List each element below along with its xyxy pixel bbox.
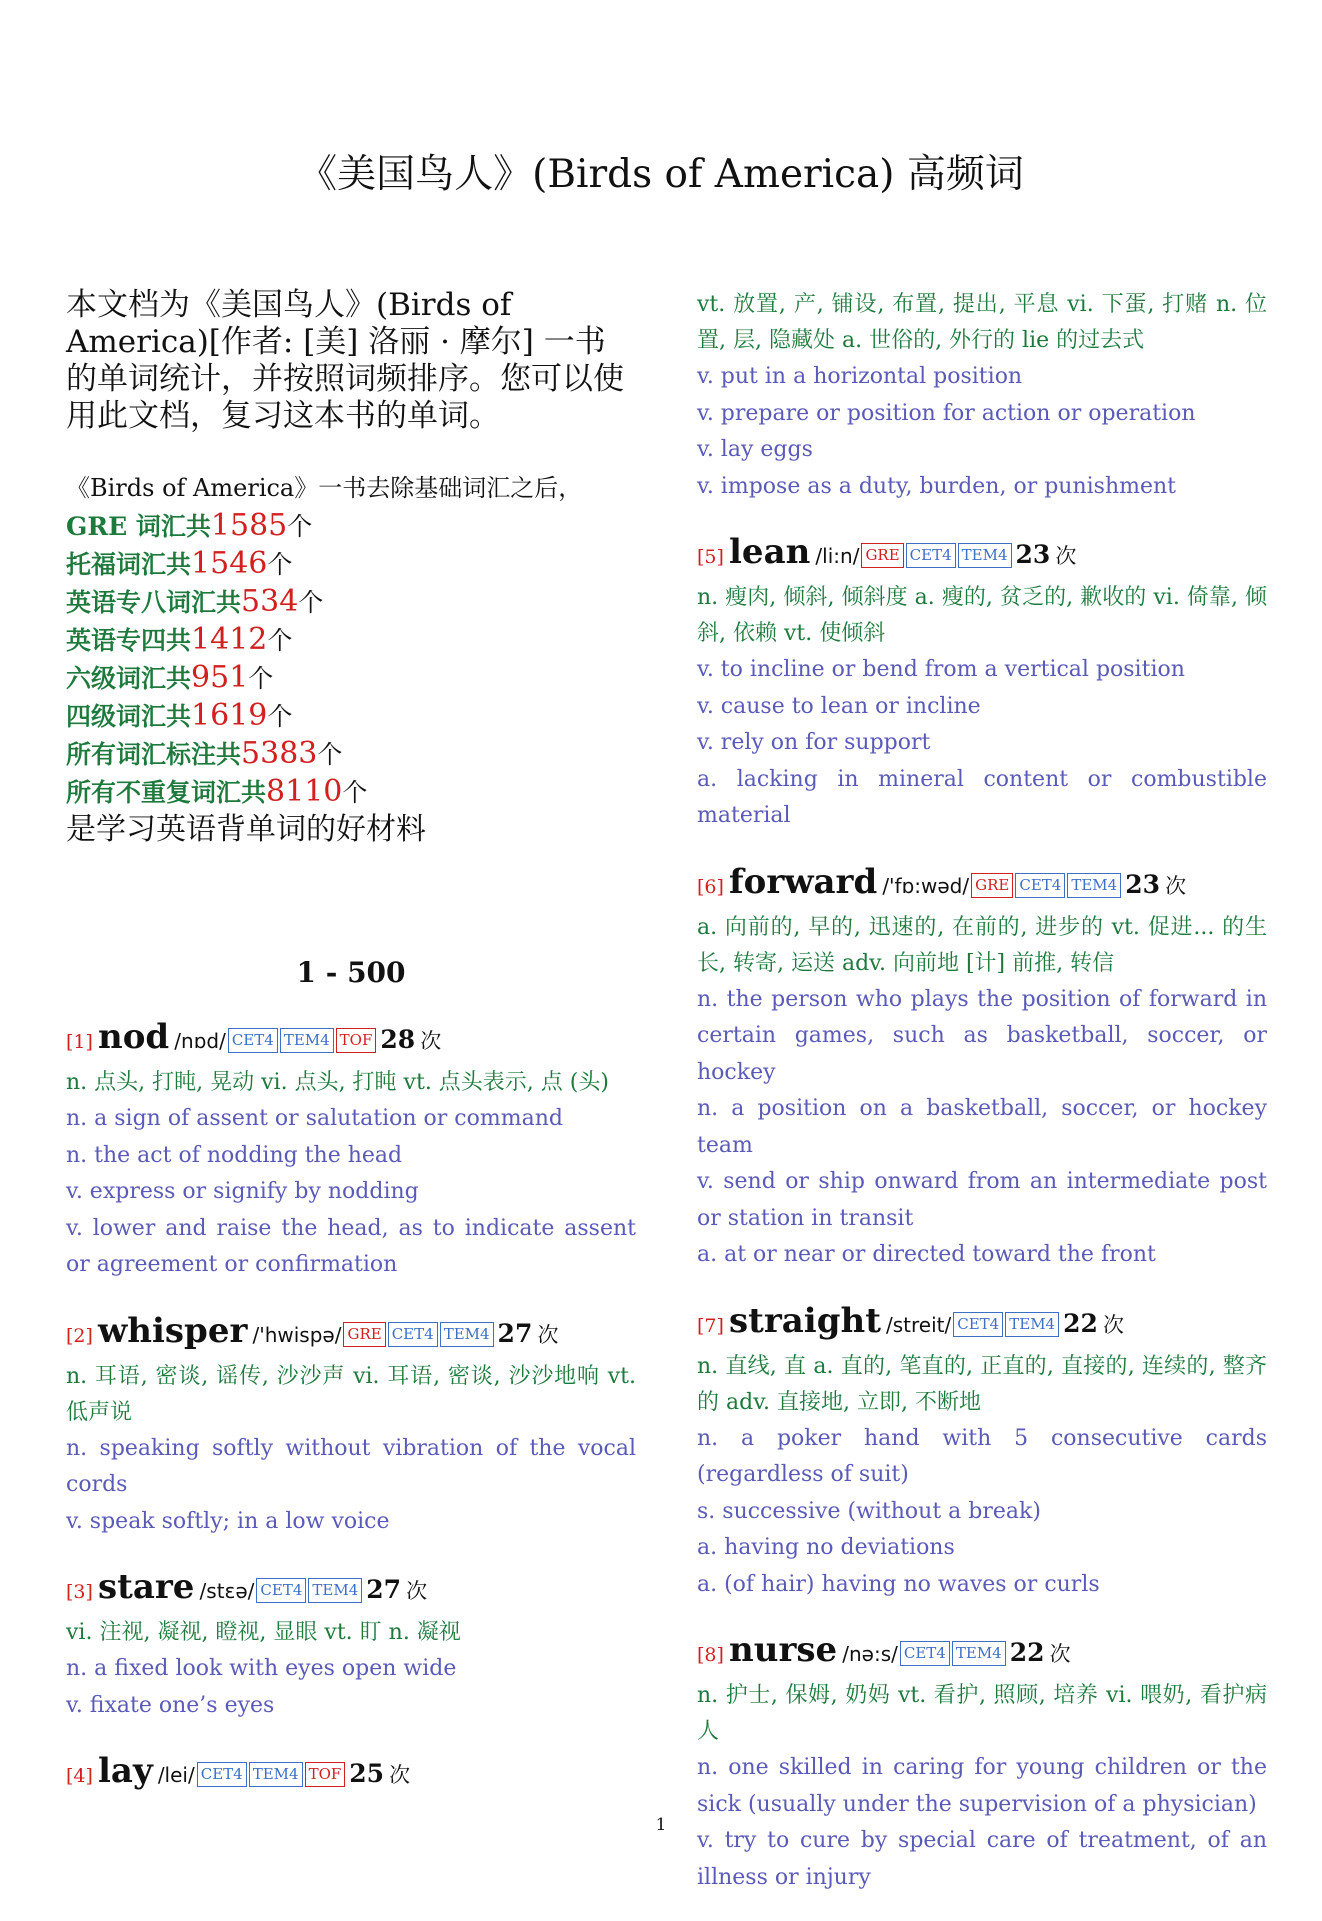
frequency-count: 22 — [1063, 1308, 1098, 1338]
word-entry — [66, 1309, 636, 1541]
word-entry — [697, 530, 1267, 835]
right-column — [697, 287, 1267, 1921]
frequency-count: 28 — [380, 1025, 416, 1054]
frequency-unit: 次 — [1165, 873, 1187, 898]
exam-tag-tof: TOF — [336, 1028, 377, 1053]
english-definition: n. a fixed look with eyes open wide — [66, 1656, 457, 1681]
exam-tag-cet4: CET4 — [953, 1312, 1003, 1337]
frequency-count: 23 — [1015, 540, 1051, 569]
page-number: 1 — [655, 1815, 667, 1835]
entry-index: [2] — [66, 1324, 93, 1347]
chinese-definition: n. 护士, 保姆, 奶妈 vt. 看护, 照顾, 培养 vi. 喂奶, 看护病人 — [697, 1683, 1267, 1744]
stats-row — [66, 507, 636, 545]
word-entry — [66, 1565, 636, 1724]
stats-lead: 《Birds of America》一书去除基础词汇之后， — [66, 474, 583, 502]
exam-tag-cet4: CET4 — [900, 1641, 950, 1666]
stats-row — [66, 659, 636, 697]
exam-tag-tem4: TEM4 — [1005, 1312, 1059, 1337]
exam-tag-cet4: CET4 — [906, 543, 956, 568]
stats-label: GRE 词汇共 — [66, 512, 211, 541]
english-definition: n. a poker hand with 5 consecutive cards (regardless of suit) — [697, 1425, 1267, 1487]
english-definition: v. lower and raise the head, as to indicate assent or agreement or confirmation — [66, 1215, 636, 1277]
english-definition: a. at or near or directed toward the front — [697, 1242, 1156, 1267]
exam-tag-gre: GRE — [343, 1322, 385, 1347]
stats-unit: 个 — [267, 550, 293, 579]
frequency-unit: 次 — [1049, 1642, 1071, 1666]
english-definition: v. try to cure by special care of treatment, of an illness or injury — [697, 1828, 1267, 1890]
english-definition: v. prepare or position for action or operation — [697, 400, 1196, 426]
phonetic: /'fɒ:wəd/ — [882, 873, 970, 898]
english-definition: a. lacking in mineral content or combustible material — [697, 766, 1267, 828]
word-entry — [697, 860, 1267, 1274]
stats-row — [66, 773, 636, 811]
headword-line — [697, 860, 1267, 910]
headword: whisper — [98, 1310, 248, 1351]
headword-line — [66, 1015, 636, 1065]
english-definition: a. (of hair) having no waves or curls — [697, 1571, 1100, 1597]
exam-tag-tem4: TEM4 — [280, 1028, 334, 1053]
phonetic: /stɛə/ — [199, 1579, 255, 1603]
english-definition: v. send or ship onward from an intermediate post or station in transit — [697, 1169, 1267, 1231]
stats-num: 1619 — [191, 698, 268, 733]
stats-num: 1585 — [210, 508, 288, 543]
frequency-count: 27 — [366, 1575, 402, 1604]
range-heading: 1 - 500 — [296, 956, 406, 989]
english-definition: v. put in a horizontal position — [697, 364, 1023, 389]
frequency-unit: 次 — [1102, 1312, 1124, 1337]
phonetic: /streit/ — [886, 1312, 952, 1337]
chinese-definition: vi. 注视, 凝视, 瞪视, 显眼 vt. 盯 n. 凝视 — [66, 1620, 461, 1645]
exam-tag-tof: TOF — [305, 1762, 346, 1787]
intro-paragraph: 本文档为《美国鸟人》(Birds of America)[作者: [美] 洛丽 · 摩尔] 一书的单词统计，并按照词频排序。您可以使用此文档，复习这本书的单词。 — [66, 287, 624, 434]
phonetic: /lei/ — [157, 1763, 195, 1787]
headword-line — [697, 1628, 1267, 1678]
exam-tag-gre: GRE — [861, 543, 903, 568]
stats-label: 托福词汇共 — [66, 550, 192, 579]
stats-label: 所有不重复词汇共 — [66, 778, 267, 807]
stats-num: 534 — [241, 584, 299, 619]
english-definition: n. one skilled in caring for young children or the sick (usually under the supervision of a physician) — [697, 1755, 1267, 1817]
english-definition: n. the act of nodding the head — [66, 1142, 403, 1168]
english-definition: s. successive (without a break) — [697, 1498, 1041, 1524]
headword: nurse — [729, 1630, 838, 1670]
frequency-count: 23 — [1125, 869, 1160, 899]
stats-closing: 是学习英语背单词的好材料 — [66, 812, 426, 847]
entry-index: [7] — [697, 1314, 724, 1337]
stats-label: 英语专四共 — [66, 626, 192, 655]
exam-tag-tem4: TEM4 — [958, 543, 1012, 568]
chinese-definition: n. 瘦肉, 倾斜, 倾斜度 a. 瘦的, 贫乏的, 歉收的 vi. 倚靠, 倾斜, 依赖 vt. 使倾斜 — [697, 585, 1267, 646]
stats-row — [66, 735, 636, 773]
headword-line — [697, 1299, 1267, 1349]
stats-unit: 个 — [342, 778, 368, 807]
frequency-unit: 次 — [406, 1579, 428, 1603]
headword: straight — [729, 1300, 881, 1341]
stats-row — [66, 545, 636, 583]
stats-unit: 个 — [317, 740, 343, 769]
word-entry — [697, 1628, 1267, 1896]
headword-line — [66, 1309, 636, 1359]
stats-unit: 个 — [298, 588, 324, 617]
chinese-definition: a. 向前的, 早的, 迅速的, 在前的, 进步的 vt. 促进... 的生长, 转寄, 运送 adv. 向前地 [计] 前推, 转信 — [697, 914, 1267, 976]
exam-tag-gre: GRE — [971, 873, 1013, 898]
exam-tag-cet4: CET4 — [1015, 873, 1065, 898]
stats-unit: 个 — [267, 626, 293, 655]
phonetic: /li:n/ — [815, 544, 860, 568]
frequency-count: 22 — [1009, 1638, 1045, 1667]
exam-tag-tem4: TEM4 — [952, 1641, 1006, 1666]
headword: lean — [729, 532, 811, 572]
phonetic: /nə:s/ — [842, 1642, 898, 1666]
word-entry — [66, 1749, 636, 1799]
english-definition: v. express or signify by nodding — [66, 1179, 419, 1204]
english-definition: v. lay eggs — [697, 437, 813, 462]
english-definition: n. the person who plays the position of forward in certain games, such as basketball, soccer, or hockey — [697, 986, 1267, 1085]
headword-line — [66, 1565, 636, 1615]
stats-label: 六级词汇共 — [66, 664, 192, 693]
stats-num: 951 — [191, 660, 249, 695]
stats-num: 1412 — [191, 622, 268, 657]
chinese-definition: vt. 放置, 产, 铺设, 布置, 提出, 平息 vi. 下蛋, 打赌 n. 位置, 层, 隐藏处 a. 世俗的, 外行的 lie 的过去式 — [697, 292, 1267, 353]
entry-index: [4] — [66, 1765, 93, 1787]
exam-tag-cet4: CET4 — [228, 1028, 278, 1053]
english-definition: v. rely on for support — [697, 730, 931, 755]
stats-unit: 个 — [248, 664, 274, 693]
headword: lay — [98, 1751, 153, 1791]
phonetic: /'hwispə/ — [252, 1322, 342, 1347]
exam-tag-tem4: TEM4 — [1067, 873, 1121, 898]
stats-unit: 个 — [287, 512, 313, 541]
stats-label: 所有词汇标注共 — [66, 740, 242, 769]
entry-index: [5] — [697, 546, 724, 568]
frequency-unit: 次 — [389, 1763, 411, 1787]
english-definition: v. impose as a duty, burden, or punishment — [697, 473, 1177, 499]
english-definition: v. to incline or bend from a vertical position — [697, 657, 1185, 682]
stats-unit: 个 — [267, 702, 293, 731]
word-entry — [66, 1015, 636, 1284]
frequency-unit: 次 — [1055, 544, 1077, 568]
frequency-count: 25 — [349, 1759, 385, 1788]
left-column — [66, 287, 636, 1824]
english-definition: a. having no deviations — [697, 1535, 955, 1560]
stats-row — [66, 583, 636, 621]
exam-tag-cet4: CET4 — [388, 1322, 438, 1347]
exam-tag-cet4: CET4 — [256, 1578, 306, 1603]
english-definition: v. cause to lean or incline — [697, 693, 981, 719]
entry-index: [6] — [697, 875, 724, 898]
headword-line — [66, 1749, 636, 1799]
english-definition: v. fixate one’s eyes — [66, 1692, 275, 1718]
exam-tag-cet4: CET4 — [197, 1762, 247, 1787]
entry-index: [3] — [66, 1581, 93, 1603]
frequency-unit: 次 — [420, 1029, 442, 1053]
chinese-definition: n. 直线, 直 a. 直的, 笔直的, 正直的, 直接的, 连续的, 整齐的 adv. 直接地, 立即, 不断地 — [697, 1353, 1267, 1415]
headword-line — [697, 530, 1267, 580]
vocabulary-stats — [66, 470, 636, 848]
stats-row — [66, 621, 636, 659]
stats-num: 5383 — [241, 736, 318, 771]
english-definition: n. a sign of assent or salutation or command — [66, 1106, 563, 1131]
word-entry-continued — [697, 287, 1267, 505]
entry-index: [8] — [697, 1644, 724, 1666]
chinese-definition: n. 耳语, 密谈, 谣传, 沙沙声 vi. 耳语, 密谈, 沙沙地响 vt. 低声说 — [66, 1363, 636, 1425]
stats-label: 四级词汇共 — [66, 702, 192, 731]
word-entry — [697, 1299, 1267, 1604]
headword: nod — [98, 1017, 170, 1057]
frequency-count: 27 — [497, 1318, 533, 1348]
headword: stare — [98, 1567, 195, 1607]
page-title: 《美国鸟人》(Birds of America) 高频词 — [298, 152, 1024, 197]
exam-tag-tem4: TEM4 — [308, 1578, 362, 1603]
stats-label: 英语专八词汇共 — [66, 588, 242, 617]
stats-num: 1546 — [191, 546, 268, 581]
frequency-unit: 次 — [537, 1322, 559, 1347]
exam-tag-tem4: TEM4 — [440, 1322, 494, 1347]
stats-num: 8110 — [266, 774, 343, 809]
english-definition: n. a position on a basketball, soccer, or hockey team — [697, 1096, 1267, 1158]
exam-tag-tem4: TEM4 — [249, 1762, 303, 1787]
chinese-definition: n. 点头, 打盹, 晃动 vi. 点头, 打盹 vt. 点头表示, 点 (头) — [66, 1070, 609, 1095]
english-definition: v. speak softly; in a low voice — [66, 1508, 390, 1534]
entry-index: [1] — [66, 1031, 93, 1053]
phonetic: /nɒd/ — [174, 1029, 226, 1053]
english-definition: n. speaking softly without vibration of the vocal cords — [66, 1435, 636, 1497]
stats-row — [66, 697, 636, 735]
headword: forward — [729, 861, 878, 902]
